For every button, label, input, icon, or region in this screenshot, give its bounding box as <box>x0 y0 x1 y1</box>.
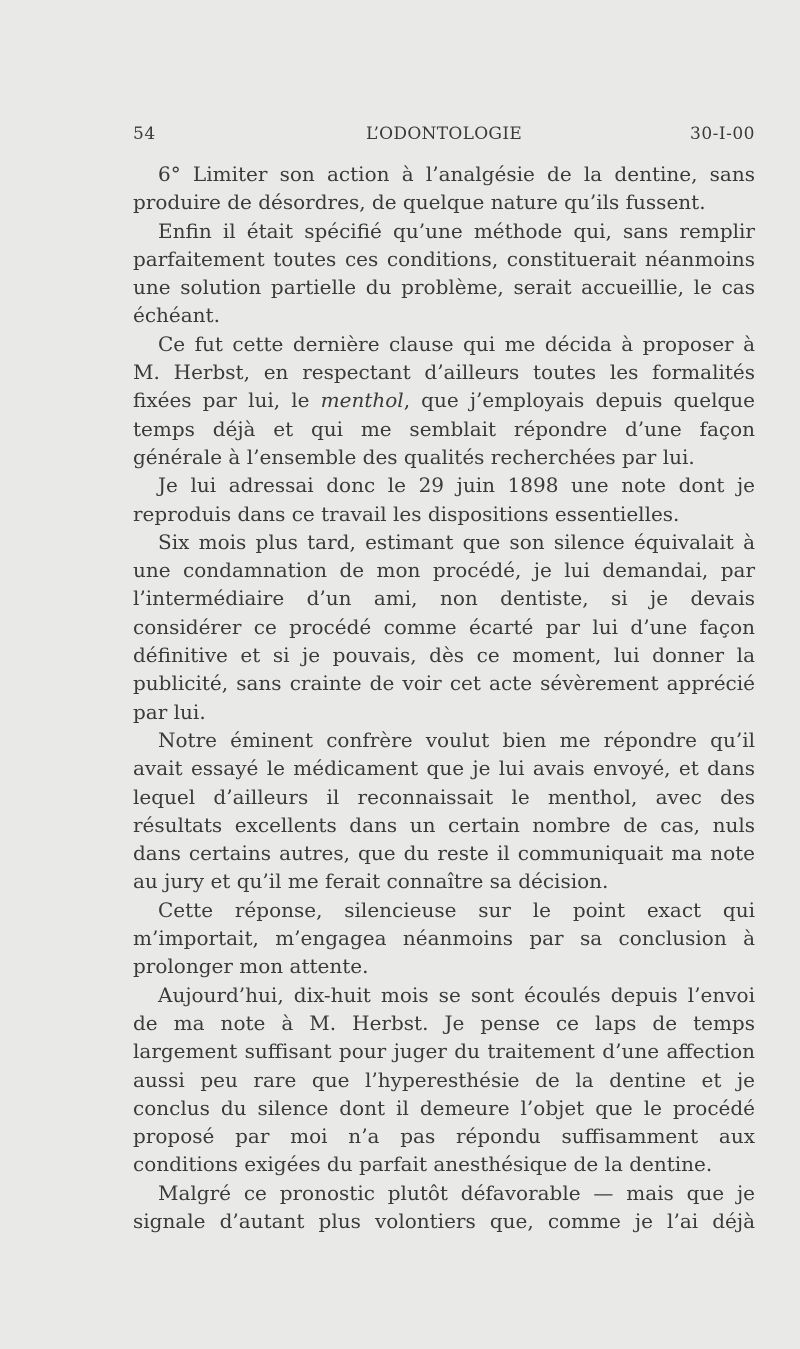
paragraph-9: Malgré ce pronostic plutôt défavorable — mais que je signale d’autant plus volontiers que, comme je l’ai déjà <box>133 1180 755 1233</box>
paragraph-2: Enfin il était spécifié qu’une méthode qui, sans remplir parfaitement toutes ces conditions, constituerait néanmoins une solution partielle du problème, serait accueillie, le cas échéant. <box>133 218 755 328</box>
paragraph-7: Cette réponse, silencieuse sur le point exact qui m’importait, m’engagea néanmoins par sa conclusion à prolonger mon attente. <box>133 897 755 979</box>
paragraph-6: Notre éminent confrère voulut bien me répondre qu’il avait essayé le médicament que je lui avais envoyé, et dans lequel d’ailleurs il reconnaissait le menthol, avec des résultats excellents dans un certain nombre de cas, nuls dans certains autres, que du reste il communiquait ma note au jury et qu’il me ferait connaître sa décision. <box>133 727 755 894</box>
paragraph-4: Je lui adressai donc le 29 juin 1898 une note dont je reproduis dans ce travail les dispositions essentielles. <box>133 473 755 526</box>
paragraph-3: Ce fut cette dernière clause qui me décida à proposer à M. Herbst, en respectant d’ailleurs toutes les formalités fixées par lui, le menthol, que j’employais depuis quelque temps déjà et qui me semblait répondre d’une façon générale à l’ensemble des qualités recherchées par lui. <box>133 331 755 469</box>
paragraph-5: Six mois plus tard, estimant que son silence équivalait à une condamnation de mon procédé, je lui demandai, par l’intermédiaire d’un ami, non dentiste, si je devais considérer ce procédé comme écarté par lui d’une façon définitive et si je pouvais, dès ce moment, lui donner la publicité, sans crainte de voir cet acte sévèrement apprécié par lui. <box>133 529 755 724</box>
running-header <box>133 124 755 150</box>
body-text <box>133 160 755 1235</box>
page-number: 54 <box>133 124 156 144</box>
issue-date: 30-I-00 <box>690 124 755 144</box>
journal-title: L’ODONTOLOGIE <box>365 124 523 144</box>
menthol-emphasis: menthol <box>320 388 404 413</box>
paragraph-1: 6° Limiter son action à l’analgésie de la dentine, sans produire de désordres, de quelque nature qu’ils fussent. <box>133 162 755 215</box>
paragraph-8: Aujourd’hui, dix-huit mois se sont écoulés depuis l’envoi de ma note à M. Herbst. Je pense ce laps de temps largement suffisant pour juger du traitement d’une affection aussi peu rare que l’hyperesthésie de la dentine et je conclus du silence dont il demeure l’objet que le procédé proposé par moi n’a pas répondu suffisamment aux conditions exigées du parfait anesthésique de la dentine. <box>133 982 755 1177</box>
